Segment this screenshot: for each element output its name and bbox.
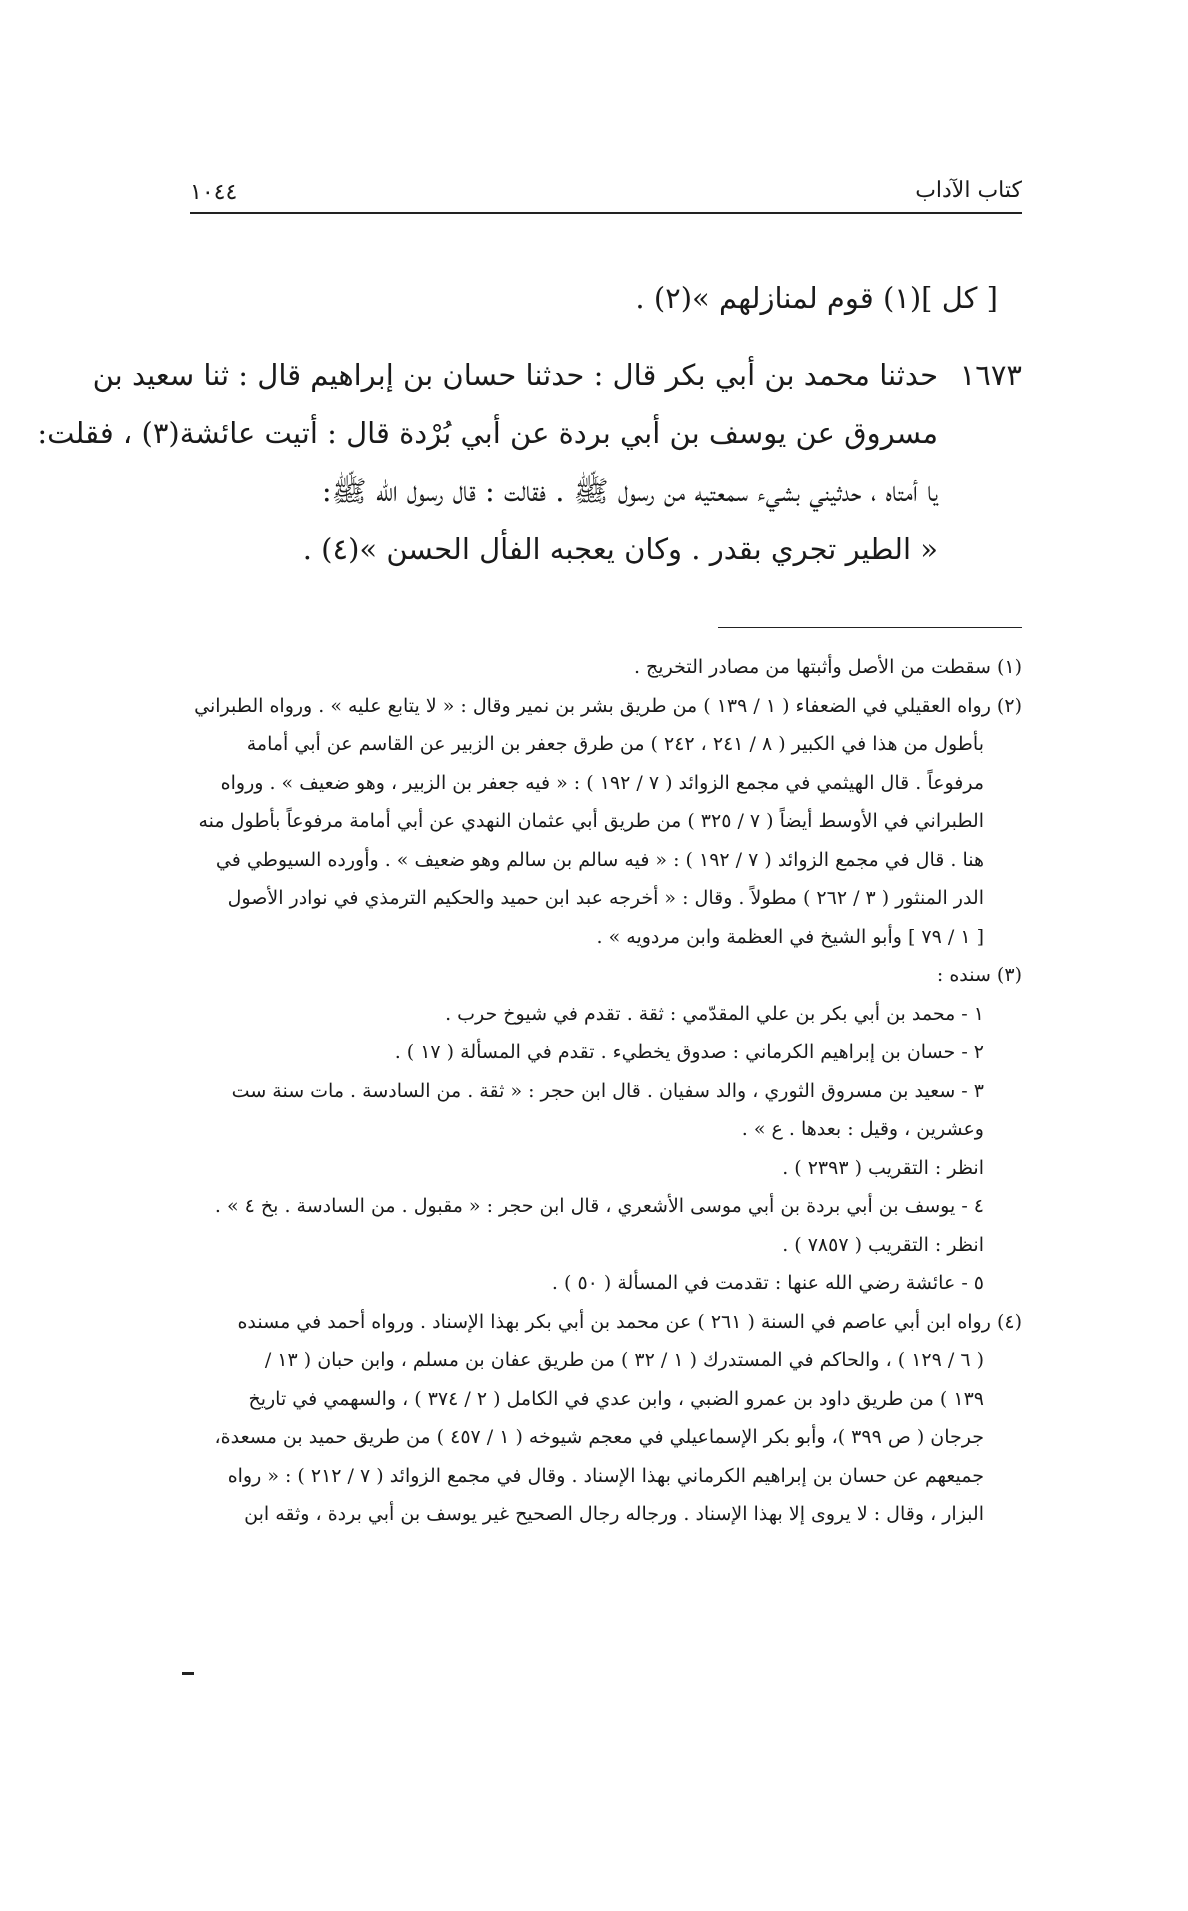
footnote-line: انظر : التقريب ( ٢٣٩٣ ) . (782, 1156, 984, 1179)
hadith-line-2: مسروق عن يوسف بن أبي بردة عن أبي بُرْدة قال : أتيت عائشة(٣) ، فقلت: (37, 416, 938, 450)
footnote-line: وعشرين ، وقيل : بعدها . ع » . (741, 1118, 984, 1140)
footnote-3 (190, 956, 1022, 1303)
footnote-line: ١٣٩ ) من طريق داود بن عمرو الضبي ، وابن عدي في الكامل ( ٢ / ٣٧٤ ) ، والسهمي في تاريخ (248, 1387, 984, 1410)
footnote-4 (190, 1303, 1022, 1534)
footnote-line: جرجان ( ص ٣٩٩ )، وأبو بكر الإسماعيلي في معجم شيوخه ( ١ / ٤٥٧ ) من طريق حميد بن مسعدة، (214, 1426, 984, 1448)
hadith-block (37, 346, 1022, 578)
footnote-line: [ ١ / ٧٩ ] وأبو الشيخ في العظمة وابن مردويه » . (596, 925, 984, 948)
footnote-line: بأطول من هذا في الكبير ( ٨ / ٢٤١ ، ٢٤٢ ) من طرق جعفر بن الزبير عن القاسم عن أبي أمامة (246, 733, 984, 755)
footnote-line: مرفوعاً . قال الهيثمي في مجمع الزوائد ( ٧ / ١٩٢ ) : « فيه جعفر بن الزبير ، وهو ضعيف » . ورواه (220, 771, 984, 794)
footnote-line: (٣) سنده : (936, 964, 1022, 986)
footnote-line: جميعهم عن حسان بن إبراهيم الكرماني بهذا الإسناد . وقال في مجمع الزوائد ( ٧ / ٢١٢ ) : « رواه (227, 1464, 984, 1487)
footnote-line: الدر المنثور ( ٣ / ٢٦٢ ) مطولاً . وقال : « أخرجه عبد ابن حميد والحكيم الترمذي في نوادر الأصول (227, 887, 984, 909)
hadith-line-4: « الطير تجري بقدر . وكان يعجبه الفأل الحسن »(٤) . (302, 532, 938, 566)
footnotes (190, 648, 1022, 1534)
footnote-line: ١ - محمد بن أبي بكر بن علي المقدّمي : ثقة . تقدم في شيوخ حرب . (445, 1002, 984, 1025)
footnote-separator (718, 627, 1022, 628)
printer-mark (182, 1672, 194, 1675)
footnote-line: ٥ - عائشة رضي الله عنها : تقدمت في المسألة ( ٥٠ ) . (551, 1272, 984, 1294)
continuation-line: [ كل ](١) قوم لمنازلهم »(٢) . (635, 281, 998, 315)
book-section-title: كتاب الآداب (915, 178, 1022, 203)
footnote-line: (١) سقطت من الأصل وأثبتها من مصادر التخريج . (633, 656, 1022, 678)
hadith-number: ١٦٧٣ (959, 358, 1022, 392)
footnote-line: انظر : التقريب ( ٧٨٥٧ ) . (782, 1233, 984, 1256)
footnote-line: البزار ، وقال : لا يروى إلا بهذا الإسناد . ورجاله رجال الصحيح غير يوسف بن أبي بردة ، وثقه ابن (244, 1503, 984, 1525)
footnote-1 (190, 648, 1022, 687)
footnote-line: (٤) رواه ابن أبي عاصم في السنة ( ٢٦١ ) عن محمد بن أبي بكر بهذا الإسناد . ورواه أحمد في مسنده (237, 1310, 1022, 1333)
page-number: ١٠٤٤ (190, 180, 238, 205)
hadith-text: حدثنا محمد بن أبي بكر قال : حدثنا حسان بن إبراهيم قال : ثنا سعيد بن (92, 358, 938, 392)
hadith-line-1 (92, 346, 1022, 404)
running-header (190, 178, 1022, 214)
footnote-line: (٢) رواه العقيلي في الضعفاء ( ١ / ١٣٩ ) من طريق بشر بن نمير وقال : « لا يتابع عليه » . ورواه الطبراني (194, 694, 1022, 717)
footnote-2 (190, 687, 1022, 957)
footnote-line: ٣ - سعيد بن مسروق الثوري ، والد سفيان . قال ابن حجر : « ثقة . من السادسة . مات سنة ست (231, 1079, 984, 1102)
footnote-line: الطبراني في الأوسط أيضاً ( ٧ / ٣٢٥ ) من طريق أبي عثمان النهدي عن أبي أمامة مرفوعاً بأطول منه (198, 810, 984, 832)
footnote-line: ( ٦ / ١٢٩ ) ، والحاكم في المستدرك ( ١ / ٣٢ ) من طريق عفان بن مسلم ، وابن حبان ( ١٣ / (264, 1349, 984, 1371)
footnote-line: هنا . قال في مجمع الزوائد ( ٧ / ١٩٢ ) : « فيه سالم بن سالم وهو ضعيف » . وأورده السيوطي في (215, 848, 984, 871)
hadith-line-3: يا أمتاه ، حدثيني بشيء سمعتيه من رسول ﷺ . فقالت : قال رسول الله ﷺ: (321, 474, 938, 508)
footnote-line: ٤ - يوسف بن أبي بردة بن أبي موسى الأشعري ، قال ابن حجر : « مقبول . من السادسة . بخ ٤ » . (214, 1195, 984, 1217)
footnote-line: ٢ - حسان بن إبراهيم الكرماني : صدوق يخطيء . تقدم في المسألة ( ١٧ ) . (394, 1041, 984, 1063)
